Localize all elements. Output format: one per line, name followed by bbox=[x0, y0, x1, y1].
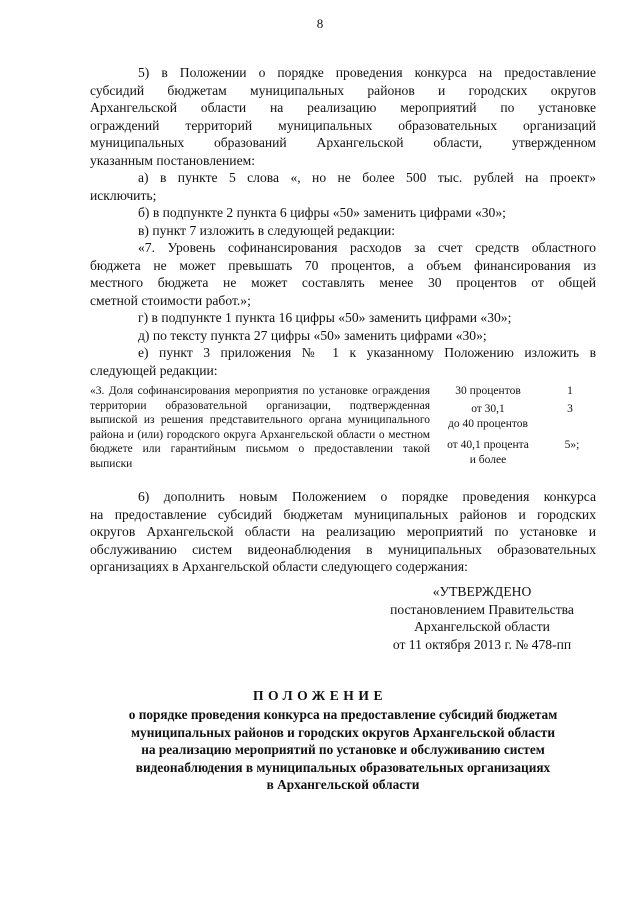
quote-7-line: сметной стоимости работ.»; bbox=[90, 292, 251, 308]
regulation-subtitle bbox=[88, 706, 598, 794]
regulation-title: ПОЛОЖЕНИЕ bbox=[252, 688, 388, 703]
amendment-section-5 bbox=[90, 64, 596, 379]
section6-line: 6) дополнить новым Положением о порядке проведения конкурса bbox=[138, 489, 596, 504]
section5-line: 5) в Положении о порядке проведения конкурса на предоставление bbox=[138, 65, 596, 80]
subtitle-line: видеонаблюдения в муниципальных образовательных организациях bbox=[135, 759, 551, 775]
section5-line: указанным постановлением: bbox=[90, 152, 255, 168]
item-e-line: следующей редакции: bbox=[90, 362, 218, 378]
approval-line: Архангельской области bbox=[414, 619, 550, 634]
criteria-range bbox=[428, 438, 548, 467]
criteria-range bbox=[428, 402, 548, 431]
range-line: от 30,1 bbox=[471, 403, 505, 415]
item-b: б) в подпункте 2 пункта 6 цифры «50» заменить цифрами «30»; bbox=[138, 205, 506, 220]
section5-line: Архангельской области на реализацию мероприятий по установке bbox=[90, 100, 596, 115]
criteria-score: 1 bbox=[567, 385, 573, 397]
criteria-score: 3 bbox=[567, 403, 573, 415]
section6-line: на предоставление субсидий бюджетам муниципальных районов и городских bbox=[90, 506, 596, 522]
approval-stamp-block bbox=[352, 583, 612, 653]
subtitle-line: на реализацию мероприятий по установке и обслуживанию систем bbox=[141, 742, 545, 757]
range-line: от 40,1 процента bbox=[447, 439, 529, 451]
section5-line: субсидий бюджетам муниципальных районов и городских округов bbox=[90, 82, 596, 98]
section5-line: муниципальных образований Архангельской области, утвержденном bbox=[90, 135, 596, 150]
criteria-score: 5»; bbox=[564, 439, 580, 451]
subtitle-line: муниципальных районов и городских округов Архангельской области bbox=[131, 724, 555, 740]
subtitle-line: в Архангельской области bbox=[266, 777, 420, 792]
item-d: д) по тексту пункта 27 цифры «50» заменить цифрами «30»; bbox=[138, 327, 487, 343]
range-line: 30 процентов bbox=[455, 385, 521, 397]
range-line: и более bbox=[469, 453, 507, 466]
approval-line: от 11 октября 2013 г. № 478-пп bbox=[392, 636, 572, 652]
amendment-section-6 bbox=[90, 488, 596, 576]
subtitle-line: о порядке проведения конкурса на предоставление субсидий бюджетам bbox=[128, 707, 558, 722]
quote-7-line: бюджета не может превышать 70 процентов, а объем финансирования из bbox=[90, 257, 596, 273]
item-a-line: исключить; bbox=[90, 187, 157, 203]
section6-line: обслуживанию систем видеонаблюдения в муниципальных образовательных bbox=[90, 541, 596, 557]
item-e-line: е) пункт 3 приложения № 1 к указанному Положению изложить в bbox=[138, 345, 596, 360]
criteria-range bbox=[428, 384, 548, 399]
criteria-description: «3. Доля софинансирования мероприятия по установке ограждения территории образовательной организации, подтвержденная выпиской из решения представительного органа муниципального района и (или) городского округа Архангельской области о местном бюджете или гарантийным письмом о предоставлении такой выписки bbox=[90, 385, 430, 470]
section6-line: организациях в Архангельской области следующего содержания: bbox=[90, 559, 468, 574]
section5-line: ограждений территорий муниципальных образовательных организаций bbox=[90, 117, 596, 133]
item-v: в) пункт 7 изложить в следующей редакции: bbox=[138, 222, 396, 238]
item-a-line: а) в пункте 5 слова «, но не более 500 тыс. рублей на проект» bbox=[138, 170, 596, 185]
section6-line: округов Архангельской области на реализацию мероприятий по установке и bbox=[90, 524, 596, 539]
item-g: г) в подпункте 1 пункта 16 цифры «50» заменить цифрами «30»; bbox=[138, 310, 512, 325]
quote-7-line: местного бюджета не может составлять менее 30 процентов от общей bbox=[90, 275, 596, 290]
approval-line: «УТВЕРЖДЕНО bbox=[432, 584, 532, 599]
range-line: до 40 процентов bbox=[448, 417, 528, 430]
page-number: 8 bbox=[316, 16, 324, 31]
approval-line: постановлением Правительства bbox=[390, 601, 574, 617]
quote-7-line: «7. Уровень софинансирования расходов за счет средств областного bbox=[138, 240, 596, 255]
